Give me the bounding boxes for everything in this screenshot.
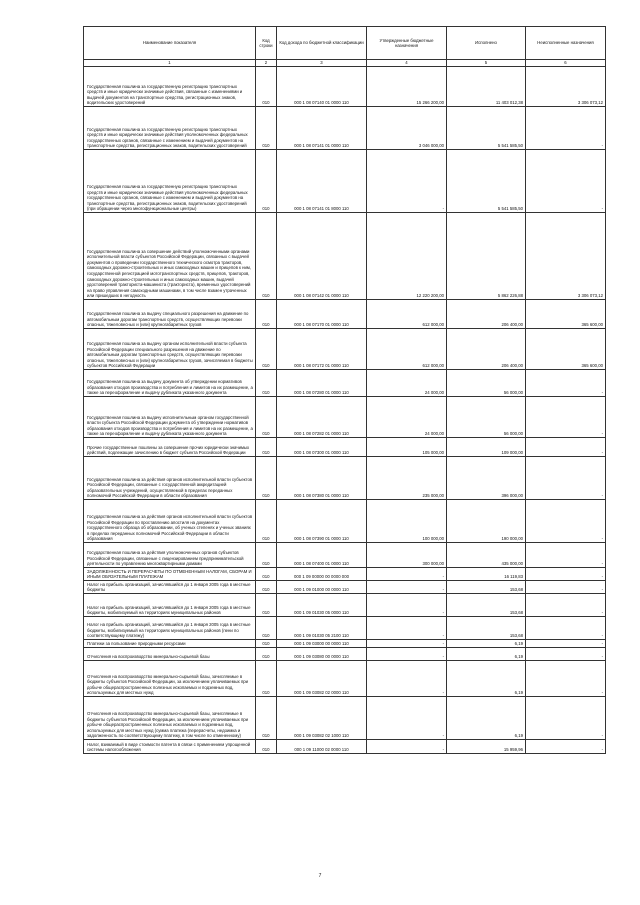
row-name: Государственная пошлина за государственную регистрацию транспортных средств и иные юридически значимые действия уполномоченных федеральных государственных органов, связанные с изменением и выдачей документов на транспортные средства, регистрационных знаков, водительских удостоверений [84, 107, 256, 150]
row-unexecuted: - [526, 617, 606, 640]
row-executed: 153,68 [447, 594, 526, 617]
row-executed: 56 000,00 [447, 397, 526, 438]
row-approved: - [367, 617, 447, 640]
row-name: Государственная пошлина за действия органов исполнительной власти субъектов Российской Федерации, связанные с государственной аккредитацией образовательных учреждений, осуществляемой в пределах переданных полномочий Российской Федерации в области образования [84, 457, 256, 500]
row-line-code: 010 [256, 640, 277, 648]
header-revenue-code: Код дохода по бюджетной классификации [277, 27, 367, 60]
row-approved: 24 000,00 [367, 370, 447, 397]
column-number: 3 [277, 60, 367, 67]
row-line-code: 010 [256, 213, 277, 300]
column-number: 4 [367, 60, 447, 67]
row-unexecuted: - [526, 581, 606, 594]
row-executed: 206 400,00 [447, 329, 526, 370]
table-row [84, 500, 606, 543]
table-row [84, 397, 606, 438]
row-name: Государственная пошлина за государственную регистрацию транспортных средств и иные юридически значимые действия уполномоченных федеральных государственных органов, связанные с изменением и выдачей документов на транспортные средства, регистрационных знаков, водительских удостоверений (при обращении через многофункциональные центры) [84, 150, 256, 213]
row-line-code: 010 [256, 457, 277, 500]
column-number-row [84, 60, 606, 67]
row-line-code: 010 [256, 617, 277, 640]
row-executed: 153,68 [447, 581, 526, 594]
row-executed: 5 541 585,50 [447, 107, 526, 150]
row-name: Государственная пошлина за государственную регистрацию транспортных средств и иные юридически значимые действия, связанные с изменениями и выдачей документов на транспортные средства, регистрационных знаков, водительских удостоверений [84, 67, 256, 107]
row-revenue-code: 000 1 08 07400 01 0000 110 [277, 543, 367, 568]
row-line-code: 010 [256, 107, 277, 150]
row-revenue-code: 000 1 08 07172 01 0000 110 [277, 329, 367, 370]
row-line-code: 010 [256, 648, 277, 661]
row-unexecuted: - [526, 370, 606, 397]
row-executed: 6,19 [447, 697, 526, 740]
table-row [84, 457, 606, 500]
row-approved: 105 000,00 [367, 438, 447, 457]
row-revenue-code: 000 1 08 07141 01 8000 110 [277, 150, 367, 213]
table-row [84, 300, 606, 329]
row-revenue-code: 000 1 09 01030 05 0000 110 [277, 594, 367, 617]
row-revenue-code: 000 1 09 03082 02 1000 110 [277, 697, 367, 740]
row-revenue-code: 000 1 09 03080 00 0000 110 [277, 648, 367, 661]
table-row [84, 107, 606, 150]
table-row [84, 543, 606, 568]
row-name: Государственная пошлина за действия органов исполнительной власти субъектов Российской Федерации по проставлению апостиля на документах государственного образца об образовании, об ученых степенях и ученых званиях в пределах переданных полномочий Российской Федерации в области образования [84, 500, 256, 543]
header-approved: Утвержденные бюджетные назначения [367, 27, 447, 60]
row-executed: 16 119,83 [447, 568, 526, 581]
row-approved: 12 220 200,00 [367, 213, 447, 300]
row-approved: - [367, 640, 447, 648]
table-row [84, 438, 606, 457]
header-executed: Исполнено [447, 27, 526, 60]
row-line-code: 010 [256, 397, 277, 438]
row-approved: 3 046 000,00 [367, 107, 447, 150]
table-row [84, 697, 606, 740]
row-line-code: 010 [256, 300, 277, 329]
row-revenue-code: 000 1 08 07280 01 0000 110 [277, 370, 367, 397]
row-revenue-code: 000 1 09 03082 02 0000 110 [277, 661, 367, 697]
row-revenue-code: 000 1 08 07141 01 0000 110 [277, 107, 367, 150]
row-unexecuted: - [526, 568, 606, 581]
row-unexecuted: - [526, 640, 606, 648]
row-unexecuted: 365 600,00 [526, 300, 606, 329]
row-executed: 11 403 012,38 [447, 67, 526, 107]
row-unexecuted: - [526, 500, 606, 543]
row-name: Отчисления на воспроизводство минерально-сырьевой базы, зачисляемые в бюджеты субъектов Российской Федерации, за исключением уплачиваемых при добыче общераспространенных полезных ископаемых и подземных вод, используемых для местных нужд (сумма платежа (перерасчеты, недоимка и задолженность по соответствующему платежу, в том числе по отмененному) [84, 697, 256, 740]
row-line-code: 010 [256, 67, 277, 107]
table-row [84, 740, 606, 754]
row-approved: - [367, 697, 447, 740]
row-name: Отчисления на воспроизводство минерально-сырьевой базы, зачисляемые в бюджеты субъектов Российской Федерации, за исключением уплачиваемых при добыче общераспространенных полезных ископаемых и подземных вод, используемых для местных нужд [84, 661, 256, 697]
row-approved: 612 000,00 [367, 300, 447, 329]
row-revenue-code: 000 1 09 03000 00 0000 110 [277, 640, 367, 648]
column-number: 2 [256, 60, 277, 67]
row-unexecuted: 3 306 073,12 [526, 67, 606, 107]
table-header-row [84, 27, 606, 60]
row-revenue-code: 000 1 08 07170 01 0000 110 [277, 300, 367, 329]
row-line-code: 010 [256, 438, 277, 457]
revenue-table [83, 26, 606, 754]
column-number: 5 [447, 60, 526, 67]
row-revenue-code: 000 1 08 07390 01 0000 110 [277, 500, 367, 543]
row-approved: - [367, 581, 447, 594]
row-name: Прочие государственные пошлины за совершение прочих юридически значимых действий, подлежащие зачислению в бюджет субъекта Российской Федерации [84, 438, 256, 457]
row-executed: 5 541 585,50 [447, 150, 526, 213]
row-unexecuted: - [526, 150, 606, 213]
row-approved: - [367, 594, 447, 617]
row-executed: 190 000,00 [447, 500, 526, 543]
row-unexecuted: - [526, 697, 606, 740]
page-number: 7 [318, 873, 322, 879]
row-executed: 396 000,00 [447, 457, 526, 500]
row-unexecuted: 3 306 073,12 [526, 213, 606, 300]
row-approved: 24 000,00 [367, 397, 447, 438]
report-page [83, 26, 605, 754]
row-line-code: 010 [256, 329, 277, 370]
row-approved: - [367, 661, 447, 697]
row-line-code: 010 [256, 370, 277, 397]
row-name: Государственная пошлина за выдачу документа об утверждении нормативов образования отходов производства и потребления и лимитов на их размещение, а также за переоформление и выдачу дубликата указанного документа [84, 370, 256, 397]
table-row [84, 594, 606, 617]
row-revenue-code: 000 1 09 01000 00 0000 110 [277, 581, 367, 594]
row-executed: 435 000,00 [447, 543, 526, 568]
row-name: Государственная пошлина за выдачу органом исполнительной власти субъекта Российской Федерации специального разрешения на движение по автомобильным дорогам транспортных средств, осуществляющих перевозки опасных, тяжеловесных и (или) крупногабаритных грузов, зачисляемая в бюджеты субъектов Российской Федерации [84, 329, 256, 370]
row-unexecuted: - [526, 648, 606, 661]
column-number: 1 [84, 60, 256, 67]
row-executed: 6,19 [447, 648, 526, 661]
table-row [84, 67, 606, 107]
row-revenue-code: 000 1 08 07282 01 0000 110 [277, 397, 367, 438]
header-name: Наименование показателя [84, 27, 256, 60]
row-executed: 153,68 [447, 617, 526, 640]
table-row [84, 661, 606, 697]
row-approved: 300 000,00 [367, 543, 447, 568]
row-unexecuted: - [526, 661, 606, 697]
table-row [84, 370, 606, 397]
row-executed: 206 400,00 [447, 300, 526, 329]
table-row [84, 617, 606, 640]
row-name: Государственная пошлина за действия уполномоченных органов субъектов Российской Федерации, связанные с лицензированием предпринимательской деятельности по управлению многоквартирными домами [84, 543, 256, 568]
row-executed: 56 000,00 [447, 370, 526, 397]
row-unexecuted: - [526, 740, 606, 754]
row-executed: 5 862 226,88 [447, 213, 526, 300]
row-line-code: 010 [256, 543, 277, 568]
row-unexecuted: - [526, 107, 606, 150]
row-name: Государственная пошлина за выдачу специального разрешения на движение по автомобильным дорогам транспортных средств, осуществляющих перевозки опасных, тяжеловесных и (или) крупногабаритных грузов [84, 300, 256, 329]
table-row [84, 329, 606, 370]
row-name: Налог на прибыль организаций, зачислявшийся до 1 января 2005 года в местные бюджеты, мобилизуемый на территориях муниципальных районов (пени по соответствующему платежу) [84, 617, 256, 640]
row-approved: 612 000,00 [367, 329, 447, 370]
row-executed: 15 959,96 [447, 740, 526, 754]
row-approved: - [367, 740, 447, 754]
row-name: Налог на прибыль организаций, зачислявшийся до 1 января 2005 года в местные бюджеты [84, 581, 256, 594]
row-revenue-code: 000 1 09 00000 00 0000 000 [277, 568, 367, 581]
row-unexecuted: 365 600,00 [526, 329, 606, 370]
column-number: 6 [526, 60, 606, 67]
row-approved: 100 000,00 [367, 500, 447, 543]
row-line-code: 010 [256, 568, 277, 581]
row-name: Платежи за пользование природными ресурсами [84, 640, 256, 648]
header-unexecuted: Неисполненные назначения [526, 27, 606, 60]
table-row [84, 640, 606, 648]
row-approved: 235 000,00 [367, 457, 447, 500]
row-approved: - [367, 648, 447, 661]
row-revenue-code: 000 1 08 07140 01 0000 110 [277, 67, 367, 107]
table-row [84, 150, 606, 213]
row-line-code: 010 [256, 500, 277, 543]
row-line-code: 010 [256, 594, 277, 617]
row-unexecuted: - [526, 594, 606, 617]
row-unexecuted: - [526, 457, 606, 500]
row-name: Отчисления на воспроизводство минерально-сырьевой базы [84, 648, 256, 661]
table-row [84, 648, 606, 661]
table-row [84, 568, 606, 581]
row-line-code: 010 [256, 740, 277, 754]
row-line-code: 010 [256, 661, 277, 697]
row-line-code: 010 [256, 150, 277, 213]
row-unexecuted: - [526, 543, 606, 568]
row-unexecuted: - [526, 438, 606, 457]
row-executed: 6,19 [447, 640, 526, 648]
row-revenue-code: 000 1 08 07142 01 0000 110 [277, 213, 367, 300]
row-name: Налог, взимаемый в виде стоимости патента в связи с применением упрощенной системы налогообложения [84, 740, 256, 754]
row-revenue-code: 000 1 09 11000 02 0000 110 [277, 740, 367, 754]
row-revenue-code: 000 1 09 01030 05 2100 110 [277, 617, 367, 640]
header-line-code: Код строки [256, 27, 277, 60]
row-revenue-code: 000 1 08 07300 01 0000 110 [277, 438, 367, 457]
row-executed: 109 000,00 [447, 438, 526, 457]
row-executed: 6,19 [447, 661, 526, 697]
row-line-code: 010 [256, 697, 277, 740]
row-approved: - [367, 568, 447, 581]
row-approved: 15 266 200,00 [367, 67, 447, 107]
table-body [84, 67, 606, 754]
row-line-code: 010 [256, 581, 277, 594]
row-revenue-code: 000 1 08 07380 01 0000 110 [277, 457, 367, 500]
table-row [84, 581, 606, 594]
row-name: Государственная пошлина за выдачу исполнительным органом государственной власти субъекта Российской Федерации документа об утверждении нормативов образования отходов производства и потребления и лимитов на их размещение, а также за переоформление и выдачу дубликата указанного документа [84, 397, 256, 438]
row-name: Налог на прибыль организаций, зачислявшийся до 1 января 2005 года в местные бюджеты, мобилизуемый на территориях муниципальных районов [84, 594, 256, 617]
table-row [84, 213, 606, 300]
row-name: Государственная пошлина за совершение действий уполномоченными органами исполнительной власти субъектов Российской Федерации, связанных с выдачей документов о проведении государственного технического осмотра тракторов, самоходных дорожно-строительных и иных самоходных машин и прицепов к ним, государственной регистрацией мототранспортных средств, прицепов, тракторов, самоходных дорожно-строительных и иных самоходных машин, выдачей удостоверений тракториста-машиниста (тракториста), временных удостоверений на право управления самоходными машинами, в том числе взамен утраченных или пришедших в негодность [84, 213, 256, 300]
row-name: ЗАДОЛЖЕННОСТЬ И ПЕРЕРАСЧЕТЫ ПО ОТМЕНЕННЫМ НАЛОГАМ, СБОРАМ И ИНЫМ ОБЯЗАТЕЛЬНЫМ ПЛАТЕЖАМ [84, 568, 256, 581]
row-approved: - [367, 150, 447, 213]
row-unexecuted: - [526, 397, 606, 438]
